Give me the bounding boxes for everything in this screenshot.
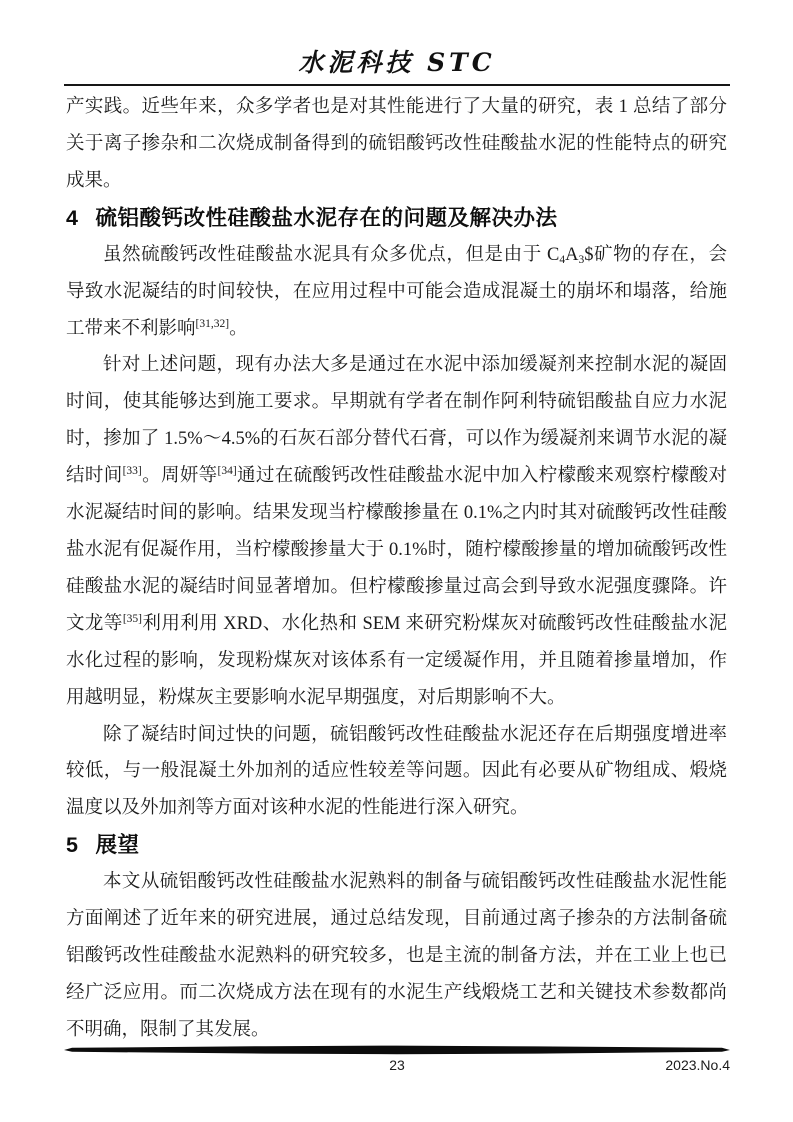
section-title: 硫铝酸钙改性硅酸盐水泥存在的问题及解决办法 xyxy=(95,205,558,230)
text-run: 除了凝结时间过快的问题，硫铝酸钙改性硅酸盐水泥还存在后期强度增进率较低，与一般混凝土外加剂的适应性较差等问题。因此有必要从矿物组成、煅烧温度以及外加剂等方面对该种水泥的性能进行深入研究。 xyxy=(66,724,727,819)
journal-title: 水泥科技 STC xyxy=(298,48,496,77)
paragraph xyxy=(66,864,727,1049)
text-run: 本文从硫铝酸钙改性硅酸盐水泥熟料的制备与硫铝酸钙改性硅酸盐水泥性能方面阐述了近年来的研究进展，通过总结发现，目前通过离子掺杂的方法制备硫铝酸钙改性硅酸盐水泥熟料的研究较多，也是主流的制备方法，并在工业上也已经广泛应用。而二次烧成方法在现有的水泥生产线煅烧工艺和关键技术参数都尚不明确，限制了其发展。 xyxy=(66,872,727,1040)
text-run: 。 xyxy=(229,318,248,339)
page-footer xyxy=(64,1045,730,1076)
chemical-subscript: 4 xyxy=(559,253,566,266)
text-run: A xyxy=(565,244,579,265)
issue-number: 2023.No.4 xyxy=(665,1057,730,1073)
footer-rule xyxy=(64,1045,730,1055)
text-run: 产实践。近些年来，众多学者也是对其性能进行了大量的研究，表 1 总结了部分关于离子掺杂和二次烧成制备得到的硫铝酸钙改性硅酸盐水泥的性能特点的研究成果。 xyxy=(66,97,727,191)
section-heading xyxy=(66,827,727,864)
footer-row xyxy=(64,1056,730,1076)
text-run: 。周妍等 xyxy=(141,466,218,487)
citation-superscript: [31,32] xyxy=(195,317,230,330)
text-run: $矿物的存在，会导致水泥凝结的时间较快，在应用过程中可能会造成混凝土的崩坏和塌落，给施工带来不利影响 xyxy=(66,244,727,339)
citation-superscript: [35] xyxy=(122,612,142,625)
section-title: 展望 xyxy=(95,833,140,858)
text-run: 通过在硫酸钙改性硅酸盐水泥中加入柠檬酸来观察柠檬酸对水泥凝结时间的影响。结果发现当柠檬酸掺量在 0.1%之内时其对硫酸钙改性硅酸盐水泥有促凝作用，当柠檬酸掺量大于 0.1%时，随柠檬酸掺量的增加硫酸钙改性硅酸盐水泥的凝结时间显著增加。但柠檬酸掺量过高会到导致水泥强度骤降。许文龙等 xyxy=(66,466,727,634)
paragraph xyxy=(66,89,727,200)
page-header xyxy=(64,0,730,86)
section-number: 4 xyxy=(66,205,79,230)
text-run: 利用利用 XRD、水化热和 SEM 来研究粉煤灰对硫酸钙改性硅酸盐水泥水化过程的影响，发现粉煤灰对该体系有一定缓凝作用，并且随着掺量增加，作用越明显，粉煤灰主要影响水泥早期强度，对后期影响不大。 xyxy=(66,613,727,708)
text-run: 针对上述问题，现有办法大多是通过在水泥中添加缓凝剂来控制水泥的凝固时间，使其能够达到施工要求。早期就有学者在制作阿利特硫铝酸盐自应力水泥时，掺加了 1.5%～4.5%的石灰石部分替代石膏，可以作为缓凝剂来调节水泥的凝结时间 xyxy=(66,355,727,487)
text-run: 虽然硫酸钙改性硅酸盐水泥具有众多优点，但是由于 C xyxy=(103,244,560,265)
citation-superscript: [34] xyxy=(217,465,237,478)
document-content xyxy=(66,89,727,1049)
citation-superscript: [33] xyxy=(122,465,142,478)
paragraph xyxy=(66,347,727,716)
paragraph xyxy=(66,717,727,828)
chemical-subscript: 3 xyxy=(578,253,585,266)
section-heading xyxy=(66,200,727,237)
paragraph xyxy=(66,237,727,348)
section-number: 5 xyxy=(66,833,79,858)
page-number: 23 xyxy=(389,1057,405,1073)
